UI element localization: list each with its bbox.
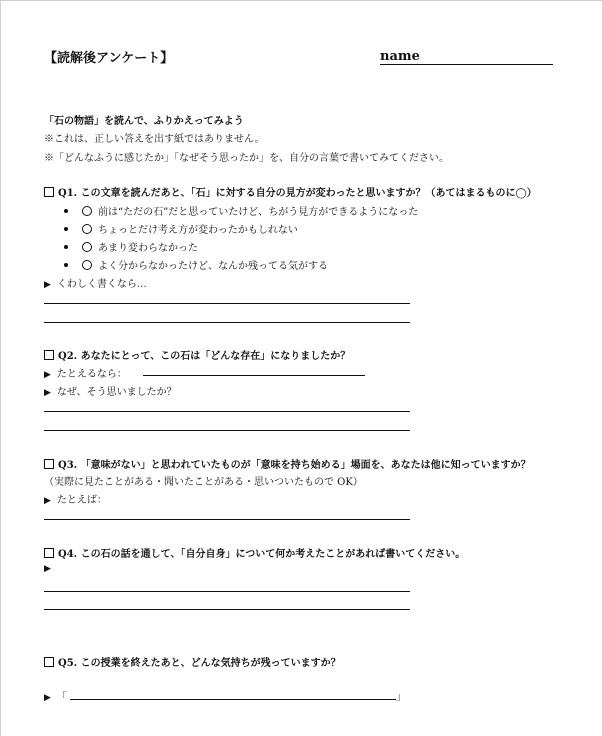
circle-icon[interactable]	[82, 242, 92, 252]
bullet-icon	[64, 227, 68, 231]
q5-heading	[44, 654, 341, 669]
q1-option-2-label: ちょっとだけ考え方が変わったかもしれない	[98, 225, 298, 236]
q1-text: この文章を読んだあと、「石」に対する自分の見方が変わったと思いますか？（あてはまるものに◯）	[80, 188, 537, 199]
q3-prompt-label: たとえば：	[56, 495, 107, 506]
q1-option-3-label: あまり変わらなかった	[98, 243, 198, 254]
q2-metaphor-line[interactable]	[143, 375, 365, 376]
q1-option-1[interactable]	[64, 203, 418, 218]
q1-prompt	[44, 275, 147, 290]
q1-option-1-label: 前は“ただの石”だと思っていたけど、ちがう見方ができるようになった	[98, 207, 419, 218]
q4-answer-line-1[interactable]	[44, 591, 410, 592]
intro-note-2: ※「どんなふうに感じたか」「なぜそう思ったか」を、自分の言葉で書いてみてください。	[44, 153, 449, 164]
q4-answer-line-2[interactable]	[44, 609, 410, 610]
q5-close-bracket: 」	[396, 692, 406, 703]
checkbox-icon	[44, 187, 54, 197]
circle-icon[interactable]	[82, 206, 92, 216]
q5-open-bracket: 「	[56, 692, 67, 703]
q3-text: 「意味がない」と思われていたものが「意味を持ち始める」場面を、あなたは他に知っていますか？	[80, 460, 531, 471]
q1-option-4[interactable]	[64, 257, 328, 272]
triangle-right-icon: ▶	[44, 280, 51, 290]
checkbox-icon	[44, 657, 54, 667]
q3-label: Q3.	[58, 460, 78, 471]
q5-label: Q5.	[58, 658, 78, 669]
q5-prompt	[44, 688, 67, 703]
q2-answer-line-1[interactable]	[44, 411, 410, 412]
q1-option-4-label: よく分からなかったけど、なんか残ってる気がする	[98, 261, 328, 272]
q2-prompt-1-label: たとえるなら：	[56, 369, 127, 380]
triangle-right-icon: ▶	[44, 693, 51, 703]
q2-answer-line-2[interactable]	[44, 430, 410, 431]
q3-answer-line[interactable]	[44, 519, 410, 520]
page-border-top	[0, 0, 602, 1]
q2-prompt-1	[44, 365, 127, 380]
q2-text: あなたにとって、この石は「どんな存在」になりましたか？	[80, 351, 351, 362]
survey-title: 【読解後アンケート】	[44, 51, 174, 66]
q4-heading	[44, 545, 465, 560]
q1-option-3[interactable]	[64, 239, 198, 254]
checkbox-icon	[44, 350, 54, 360]
q1-answer-line-1[interactable]	[44, 303, 410, 304]
intro-heading: 「石の物語」を読んで、ふりかえってみよう	[44, 116, 244, 127]
q5-answer-line[interactable]	[70, 699, 396, 700]
circle-icon[interactable]	[82, 260, 92, 270]
triangle-right-icon: ▶	[44, 388, 51, 398]
bullet-icon	[64, 209, 68, 213]
q2-prompt-2	[44, 383, 177, 398]
q2-heading	[44, 347, 350, 362]
q1-prompt-label: くわしく書くなら…	[56, 279, 147, 290]
q3-prompt	[44, 491, 107, 506]
q2-label: Q2.	[58, 351, 78, 362]
name-label: name	[380, 49, 420, 64]
bullet-icon	[64, 263, 68, 267]
q1-label: Q1.	[58, 188, 78, 199]
q3-subtext: （実際に見たことがある・聞いたことがある・思いついたもので OK）	[44, 477, 363, 488]
q1-heading	[44, 184, 537, 199]
q1-answer-line-2[interactable]	[44, 322, 410, 323]
intro-note-1: ※これは、正しい答えを出す紙ではありません。	[44, 134, 265, 145]
triangle-right-icon: ▶	[44, 564, 51, 574]
bullet-icon	[64, 245, 68, 249]
q5-text: この授業を終えたあと、どんな気持ちが残っていますか？	[80, 658, 341, 669]
q3-heading	[44, 456, 531, 471]
circle-icon[interactable]	[82, 224, 92, 234]
q1-option-2[interactable]	[64, 221, 298, 236]
q4-text: この石の話を通して、「自分自身」について何か考えたことがあれば書いてください。	[80, 549, 466, 560]
page-border-left	[0, 0, 1, 736]
triangle-right-icon: ▶	[44, 496, 51, 506]
q2-prompt-2-label: なぜ、そう思いましたか？	[56, 387, 177, 398]
q4-label: Q4.	[58, 549, 78, 560]
triangle-right-icon: ▶	[44, 370, 51, 380]
q4-prompt	[44, 563, 57, 574]
name-input-line[interactable]	[380, 64, 553, 65]
checkbox-icon	[44, 548, 54, 558]
checkbox-icon	[44, 459, 54, 469]
